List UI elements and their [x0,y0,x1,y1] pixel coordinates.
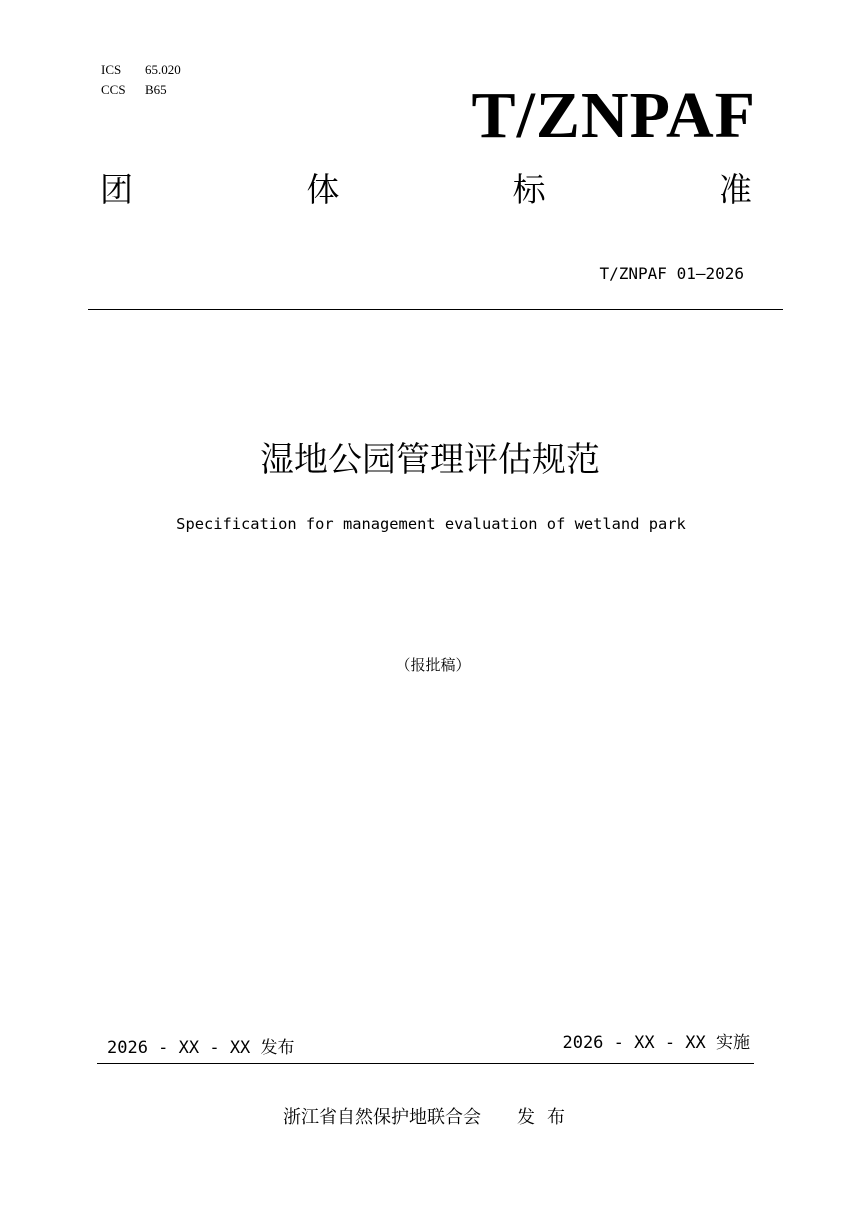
ccs-label: CCS [101,82,126,97]
publish-date: 2026 - XX - XX 发布 [107,1038,295,1058]
document-title-english: Specification for management evaluation of wetland park [176,515,686,533]
footer-divider [97,1063,754,1064]
document-title-chinese: 湿地公园管理评估规范 [260,440,600,480]
ics-line [101,60,181,80]
standard-type-char: 准 [718,170,752,209]
implement-date: 2026 - XX - XX 实施 [562,1033,750,1053]
draft-status: （报批稿） [395,656,471,674]
standard-number: T/ZNPAF 01—2026 [599,264,744,283]
standard-type-char: 体 [306,170,340,209]
standard-type-char: 标 [512,170,546,209]
standard-type-heading [100,170,752,210]
ics-label: ICS [101,62,122,77]
publisher-name: 浙江省自然保护地联合会 [283,1107,481,1128]
standard-code-logo: T/ZNPAF [471,79,756,152]
publisher-line [0,1105,860,1131]
standard-type-char: 团 [100,170,133,209]
ics-value: 65.020 [145,62,181,77]
ccs-line [101,80,167,100]
ccs-value: B65 [145,82,167,97]
header-divider [88,309,783,310]
publish-label: 发布 [517,1107,577,1128]
